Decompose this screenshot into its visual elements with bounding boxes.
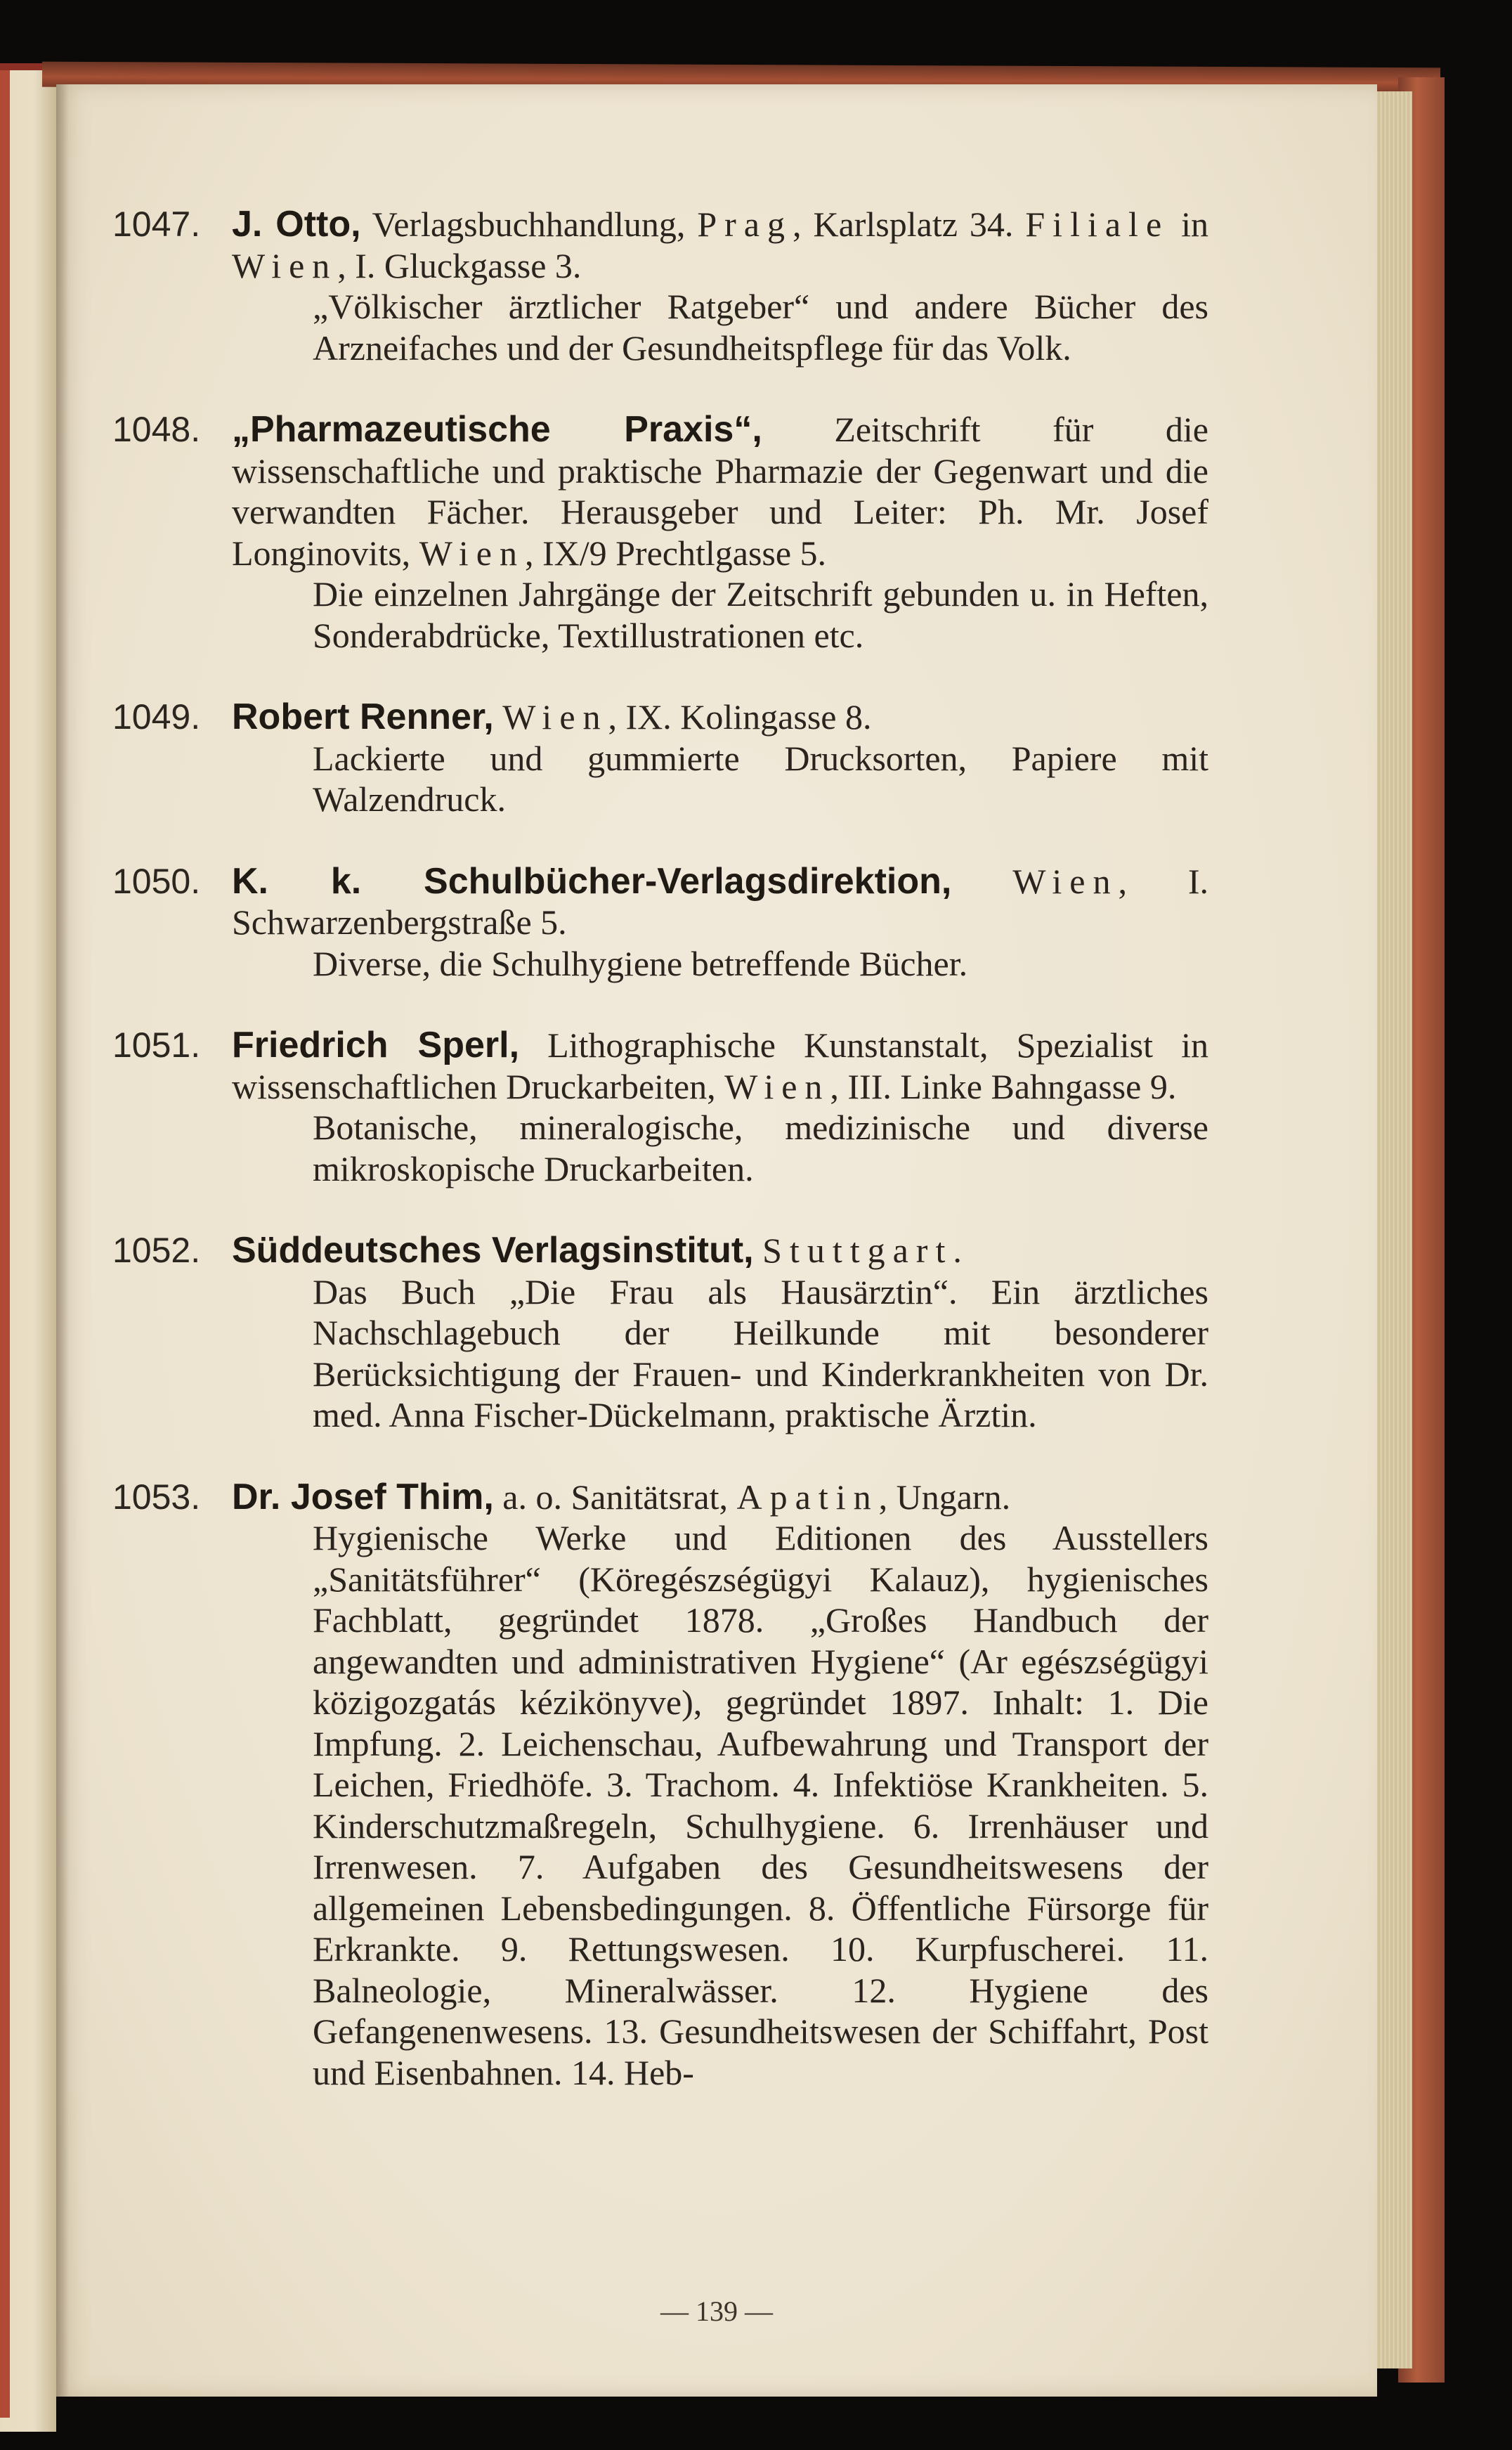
entry-heading-text: Lithographische Kunstanstalt, Spezialist in wissenschaftlichen Druckarbeiten, [232, 1025, 1208, 1106]
catalog-entry [112, 1025, 1208, 1189]
catalog-entry [112, 1477, 1208, 2094]
entry-heading-text: Verlagsbuchhandlung, [372, 205, 698, 244]
entry-address: , Ungarn. [878, 1477, 1011, 1517]
entry-number: 1048. [112, 410, 201, 449]
entry-heading [232, 861, 1208, 943]
entry-description: Die einzelnen Jahrgänge der Zeitschrift gebunden u. in Heften, Sonderabdrücke, Textillustrationen etc. [313, 574, 1208, 655]
entry-address: , IX. Kolingasse 8. [608, 697, 872, 737]
entry-address: , Karlsplatz 34. [793, 205, 1026, 244]
entry-city: Wien [1012, 861, 1119, 901]
entry-address: , IX/9 Prechtlgasse 5. [524, 533, 827, 573]
entry-heading-text: a. o. Sanitätsrat, [502, 1477, 737, 1517]
page-gutter-shadow [56, 84, 69, 2397]
entry-number: 1053. [112, 1477, 201, 1517]
exhibitor-name: Süddeutsches Verlagsinstitut, [232, 1230, 754, 1271]
entry-heading-text: in [1169, 205, 1208, 244]
entry-city: Prag [697, 205, 793, 244]
entry-address: , I. Gluckgasse 3. [337, 245, 582, 285]
catalog-entry [112, 204, 1208, 368]
entry-heading [232, 204, 1208, 286]
entry-city: Apatin [736, 1477, 879, 1517]
entry-heading [232, 1025, 1208, 1107]
entry-heading-text: Zeitschrift für die wissenschaftliche und praktische Pharmazie der Gegenwart und die verwandten Fächer. Herausgeber und Leiter: Ph. Mr. Josef Longinovits, [232, 410, 1208, 573]
catalog-entry [112, 861, 1208, 985]
entry-number: 1050. [112, 861, 201, 901]
page-number: — 139 — [660, 2295, 773, 2327]
entry-description: Das Buch „Die Frau als Hausärztin“. Ein ärztliches Nachschlagebuch der Heilkunde mit besonderer Berücksichtigung der Frauen- und Kinderkrankheiten von Dr. med. Anna Fischer-Dückelmann, praktische Ärztin. [313, 1271, 1208, 1434]
entry-number: 1051. [112, 1025, 201, 1065]
entry-heading [232, 1477, 1208, 1518]
entry-description: Diverse, die Schulhygiene betreffende Bücher. [313, 943, 968, 983]
catalog-entries [112, 204, 1208, 2134]
entry-city: Wien [232, 245, 338, 285]
entry-city: Wien [419, 533, 525, 573]
entry-number: 1047. [112, 205, 201, 244]
exhibitor-name: Friedrich Sperl, [232, 1025, 520, 1065]
exhibitor-name: J. Otto, [232, 204, 361, 245]
catalog-entry [112, 1230, 1208, 1436]
entry-city: Wien [502, 697, 608, 737]
exhibitor-name: Robert Renner, [232, 696, 494, 737]
exhibitor-name: K. k. Schulbücher-Verlagsdirektion, [232, 860, 952, 902]
entry-city: Wien [724, 1066, 830, 1106]
entry-description: „Völkischer ärztlicher Ratgeber“ und andere Bücher des Arzneifaches und der Gesundheitspflege für das Volk. [313, 287, 1208, 368]
exhibitor-name: Dr. Josef Thim, [232, 1476, 494, 1517]
entry-address: , III. Linke Bahngasse 9. [830, 1066, 1177, 1106]
entry-description: Botanische, mineralogische, medizinische und diverse mikroskopische Druckarbeiten. [313, 1108, 1208, 1188]
entry-city: Stuttgart [762, 1231, 953, 1270]
entry-heading [232, 696, 1208, 738]
exhibitor-name: „Pharmazeutische Praxis“, [232, 409, 762, 450]
entry-branch-label: Filiale [1025, 205, 1170, 244]
entry-number: 1049. [112, 697, 201, 737]
entry-heading [232, 409, 1208, 573]
catalog-entry [112, 409, 1208, 656]
left-cover-strip [0, 70, 10, 2418]
entry-heading [232, 1230, 1208, 1271]
catalog-entry [112, 696, 1208, 820]
entry-address: , I. Schwarzenbergstraße 5. [232, 861, 1208, 942]
entry-description: Lackierte und gummierte Drucksorten, Papiere mit Walzendruck. [313, 738, 1208, 819]
entry-description: Hygienische Werke und Editionen des Ausstellers „Sanitätsführer“ (Köregészségügyi Kalauz), hygienisches Fachblatt, gegründet 1878. „Großes Handbuch der angewandten und administrativen Hygiene“ (Ar egészségügyi közigozgatás kézikönyve), gegründet 1897. Inhalt: 1. Die Impfung. 2. Leichenschau, Aufbewahrung und Transport der Leichen, Friedhöfe. 3. Trachom. 4. Infektiöse Krankheiten. 5. Kinderschutzmaßregeln, Schulhygiene. 6. Irrenhäuser und Irrenwesen. 7. Aufgaben des Gesundheitswesens der allgemeinen Lebensbedingungen. 8. Öffentliche Fürsorge für Erkrankte. 9. Rettungswesen. 10. Kurpfuscherei. 11. Balneologie, Mineralwässer. 12. Hygiene des Gefangenenwesens. 13. Gesundheitswesen der Schiffahrt, Post und Eisenbahnen. 14. Heb- [313, 1518, 1208, 2092]
entry-address: . [953, 1231, 962, 1270]
entry-number: 1052. [112, 1231, 201, 1270]
